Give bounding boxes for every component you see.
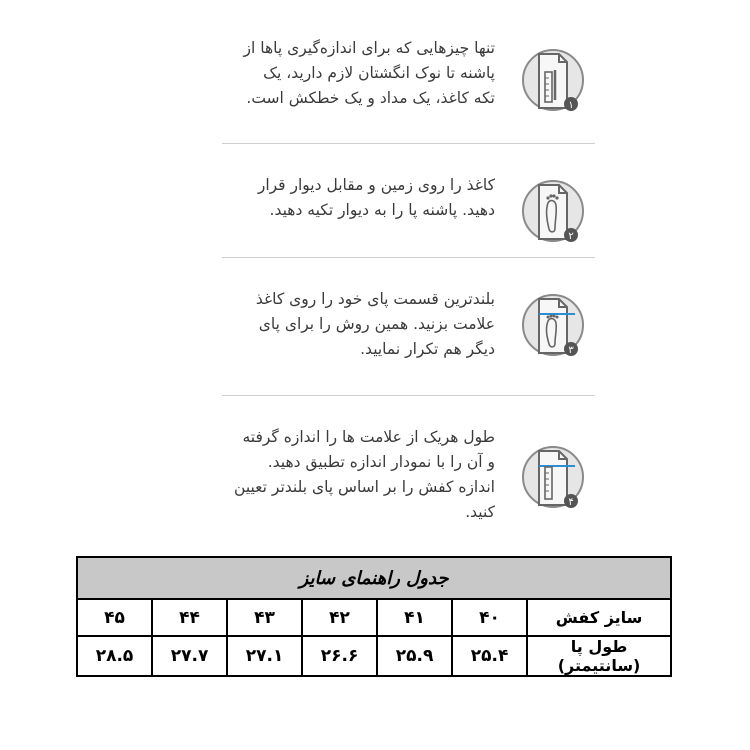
separator <box>222 395 595 396</box>
instruction-step-2 <box>222 173 595 283</box>
table-cell: ۲۵.۹ <box>377 636 452 676</box>
table-title: جدول راهنمای سایز <box>77 557 671 599</box>
foot-length-label: طول پا (سانتیمتر) <box>527 636 671 676</box>
foot-on-paper-icon <box>515 173 595 253</box>
paper-ruler-icon <box>515 42 595 122</box>
table-cell: ۲۵.۴ <box>452 636 527 676</box>
table-cell: ۴۴ <box>152 599 227 636</box>
instruction-step-4 <box>222 425 595 535</box>
separator <box>222 143 595 144</box>
step-2-text: کاغذ را روی زمین و مقابل دیوار قرار دهید. پاشنه پا را به دیوار تکیه دهید. <box>257 176 495 219</box>
separator <box>222 257 595 258</box>
step-3-text: بلندترین قسمت پای خود را روی کاغذ علامت بزنید. همین روش را برای پای دیگر هم تکرار نمایید. <box>255 290 495 358</box>
table-cell: ۴۰ <box>452 599 527 636</box>
instruction-step-3 <box>222 287 595 397</box>
table-cell: ۴۱ <box>377 599 452 636</box>
table-row <box>77 636 671 676</box>
table-cell: ۲۸.۵ <box>77 636 152 676</box>
step-1-number: ۱ <box>568 100 574 111</box>
size-guide-table <box>76 556 672 677</box>
step-1-text: تنها چیزهایی که برای اندازه‌گیری پاها از پاشنه تا نوک انگشتان لازم دارید، یک تکه کاغذ، یک مداد و یک خطکش است. <box>243 39 495 107</box>
table-cell: ۴۳ <box>227 599 302 636</box>
step-2-number: ۲ <box>568 231 574 242</box>
step-4-text: طول هریک از علامت ها را اندازه گرفته و آن را با نمودار اندازه تطبیق دهید. اندازه کفش را بر اساس پای بلندتر تعیین کنید. <box>234 428 495 521</box>
table-cell: ۲۷.۷ <box>152 636 227 676</box>
table-cell: ۴۵ <box>77 599 152 636</box>
table-row <box>77 599 671 636</box>
table-cell: ۲۷.۱ <box>227 636 302 676</box>
table-cell: ۴۲ <box>302 599 377 636</box>
step-3-number: ۳ <box>568 345 574 356</box>
table-cell: ۲۶.۶ <box>302 636 377 676</box>
instruction-step-1 <box>222 36 595 146</box>
measure-mark-icon <box>515 439 595 519</box>
step-4-number: ۴ <box>568 497 574 508</box>
foot-mark-icon <box>515 287 595 367</box>
shoe-size-label: سایز کفش <box>527 599 671 636</box>
